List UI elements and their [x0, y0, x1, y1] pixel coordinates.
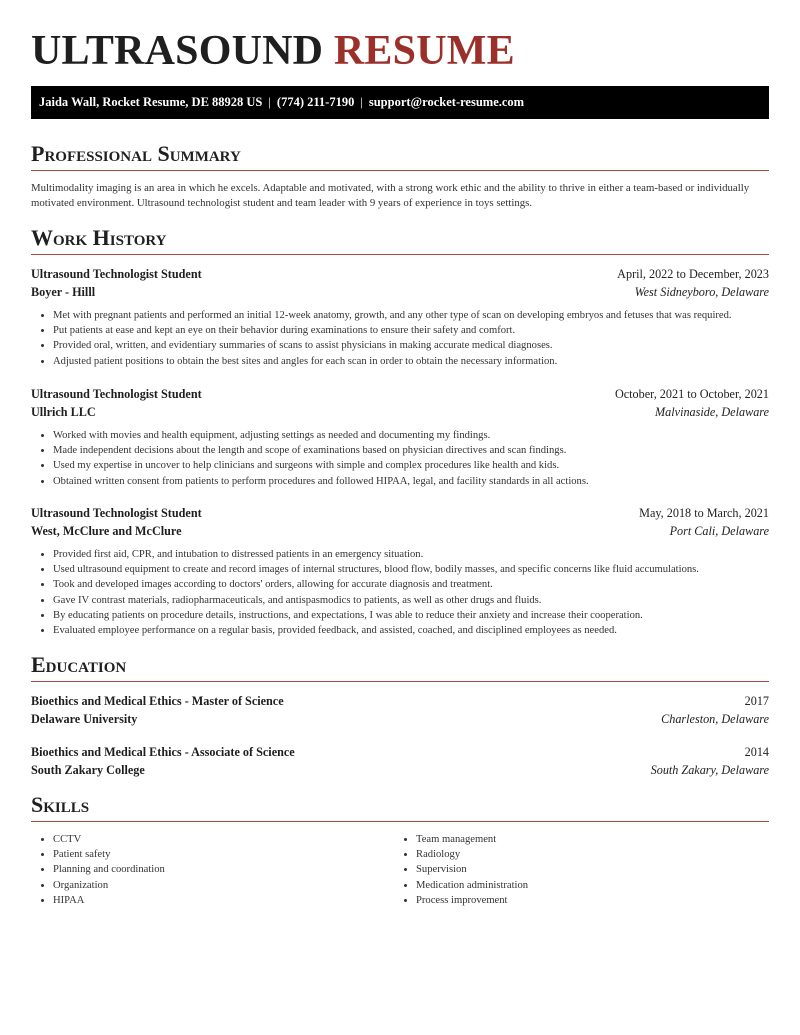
skill-item: • Medication administration [416, 878, 776, 893]
contact-separator: | [268, 95, 271, 109]
education-location: South Zakary, Delaware [650, 763, 769, 777]
section-heading-summary: Professional Summary [31, 140, 769, 171]
summary-text: Multimodality imaging is an area in which he excels. Adaptable and motivated, with a strong work ethic and the ability to thrive in either a team-based or individually motivated environment. Ultrasound technologist student and team leader with 9 years of experience in toys settings. [31, 182, 750, 209]
contact-email: support@rocket-resume.com [368, 95, 525, 109]
job-title: Ultrasound Technologist Student [31, 267, 202, 281]
education-school-row [31, 710, 769, 728]
contact-address: Jaida Wall, Rocket Resume, DE 88928 US [39, 95, 263, 109]
list-item: • Worked with movies and health equipment, adjusting settings as needed and documenting my findings. [53, 428, 769, 443]
job-company-row [31, 403, 769, 421]
skill-item: • Patient safety [53, 847, 413, 862]
contact-separator: | [360, 95, 363, 109]
job-location: Port Cali, Delaware [669, 524, 769, 538]
skill-item: • Planning and coordination [53, 862, 413, 877]
job-dates: October, 2021 to October, 2021 [614, 387, 769, 401]
job-title-row [31, 265, 769, 283]
education-degree-row [31, 743, 769, 761]
education-year: 2014 [744, 745, 769, 759]
list-item: • Adjusted patient positions to obtain the best sites and angles for each scan in order to obtain the necessary information. [53, 354, 769, 369]
job-duties-list [31, 547, 769, 638]
section-heading-skills: Skills [31, 791, 769, 822]
contact-phone: (774) 211-7190 [276, 95, 355, 109]
section-heading-education: Education [31, 651, 769, 682]
title-accent: RESUME [333, 28, 515, 74]
skill-item: • Radiology [416, 847, 776, 862]
job-duties-list [31, 308, 769, 369]
list-item: • Used ultrasound equipment to create and record images of internal structures, blood flow, bodily masses, and specific concerns like fluid accumulations. [53, 562, 769, 577]
job-dates: April, 2022 to December, 2023 [617, 267, 769, 281]
list-item: • Gave IV contrast materials, radiopharmaceuticals, and antispasmodics to patients, as well as other drugs and fluids. [53, 593, 769, 608]
job-title: Ultrasound Technologist Student [31, 387, 202, 401]
job-company-row [31, 283, 769, 301]
list-item: • Provided oral, written, and evidentiary summaries of scans to assist physicians in making accurate medical diagnoses. [53, 338, 769, 353]
skill-item: • HIPAA [53, 893, 413, 908]
job-company: West, McClure and McClure [31, 524, 182, 538]
education-degree: Bioethics and Medical Ethics - Associate of Science [31, 745, 295, 759]
education-school: South Zakary College [31, 763, 145, 777]
list-item: • Obtained written consent from patients to perform procedures and followed HIPAA, legal, and facility standards in all actions. [53, 474, 769, 489]
list-item: • Took and developed images according to doctors' orders, allowing for accurate diagnosis and treatment. [53, 577, 769, 592]
skill-item: • Team management [416, 832, 776, 847]
job-location: Malvinaside, Delaware [655, 405, 769, 419]
job-company: Boyer - Hilll [31, 285, 96, 299]
education-school: Delaware University [31, 712, 138, 726]
job-dates: May, 2018 to March, 2021 [639, 506, 769, 520]
education-year: 2017 [744, 694, 769, 708]
job-duties-list [31, 428, 769, 489]
list-item: • By educating patients on procedure details, instructions, and expectations, I was able to reduce their anxiety and increase their cooperation. [53, 608, 769, 623]
title-main: ULTRASOUND [31, 28, 324, 74]
skill-item: • CCTV [53, 832, 413, 847]
education-degree-row [31, 692, 769, 710]
job-title-row [31, 385, 769, 403]
list-item: • Used my expertise in uncover to help clinicians and surgeons with simple and complex procedures like health and kids. [53, 458, 769, 473]
skills-list-right [394, 832, 776, 908]
skills-list-left [31, 832, 413, 908]
list-item: • Made independent decisions about the length and scope of examinations based on physician directives and scan findings. [53, 443, 769, 458]
education-degree: Bioethics and Medical Ethics - Master of Science [31, 694, 284, 708]
contact-bar [31, 86, 769, 119]
skill-item: • Process improvement [416, 893, 776, 908]
job-company: Ullrich LLC [31, 405, 96, 419]
list-item: • Evaluated employee performance on a regular basis, provided feedback, and assisted, coached, and disciplined employees as needed. [53, 623, 769, 638]
section-heading-work-history: Work History [31, 224, 769, 255]
job-company-row [31, 522, 769, 540]
education-school-row [31, 761, 769, 779]
education-location: Charleston, Delaware [661, 712, 769, 726]
resume-title [31, 28, 515, 74]
job-title: Ultrasound Technologist Student [31, 506, 202, 520]
list-item: • Provided first aid, CPR, and intubation to distressed patients in an emergency situation. [53, 547, 769, 562]
skill-item: • Organization [53, 878, 413, 893]
list-item: • Met with pregnant patients and performed an initial 12-week anatomy, growth, and any other type of scan on developing embryos and fetuses that was required. [53, 308, 769, 323]
job-location: West Sidneyboro, Delaware [634, 285, 769, 299]
skill-item: • Supervision [416, 862, 776, 877]
job-title-row [31, 504, 769, 522]
list-item: • Put patients at ease and kept an eye on their behavior during examinations to ensure their safety and comfort. [53, 323, 769, 338]
